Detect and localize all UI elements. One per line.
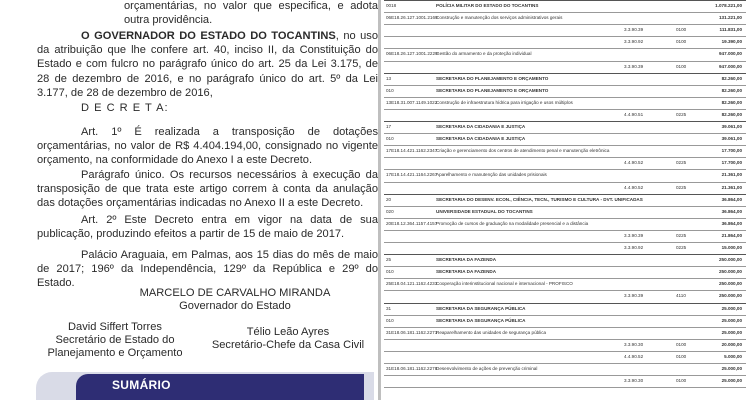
table-row [384, 122, 746, 132]
table-cell-c5: 20.000,00 [721, 341, 742, 347]
table-row [384, 316, 746, 326]
table-cell-c5: 25.000,00 [721, 366, 742, 371]
table-row [384, 25, 746, 35]
table-cell-c0: 31E18.06.181.1162.2271 [386, 329, 438, 335]
table-row [384, 340, 746, 350]
table-cell-c3: 3.3.90.39 [624, 27, 644, 33]
table-cell-c3: 3.3.90.39 [624, 63, 644, 69]
table-cell-c5: 25.000,00 [721, 329, 742, 335]
table-cell-c0: 010 [386, 87, 394, 93]
signer-planning-name: David Siffert Torres [68, 321, 162, 333]
table-cell-c5: 36.864,00 [721, 208, 742, 214]
table-cell-c4: 0100 [676, 63, 687, 69]
table-cell-c1: SECRETARIA DA SEGURANÇA PÚBLICA [436, 317, 526, 323]
signer-governor-role: Governador do Estado [179, 300, 291, 312]
article-1: Art. 1º É realizada a transposição de dotações orçamentárias, no valor de R$ 4.404.194,00, consignado no vigente orçamento, na conformidade do Anexo I a este Decreto. [37, 126, 378, 167]
table-cell-c0: 17E18.14.421.1164.2267 [386, 172, 438, 178]
table-cell-c1: SECRETARIA DA SEGURANÇA PÚBLICA [436, 305, 526, 311]
table-row [384, 37, 746, 47]
governor-paragraph [37, 29, 378, 100]
table-cell-c0: 06E18.26.127.1001.2169 [386, 15, 438, 21]
table-cell-c1: UNIVERSIDADE ESTADUAL DO TOCANTINS [436, 208, 533, 214]
table-cell-c4: 0225 [676, 232, 687, 238]
table-row [384, 255, 746, 265]
table-row [384, 1, 746, 11]
signer-governor-name: MARCELO DE CARVALHO MIRANDA [139, 287, 331, 299]
table-cell-c0: 13 [386, 75, 392, 81]
table-cell-c4: 0100 [676, 341, 687, 347]
table-cell-c5: 36.864,00 [721, 220, 742, 226]
table-cell-c5: 82.260,00 [721, 75, 742, 81]
table-cell-c1: SECRETARIA DO PLANEJAMENTO E ORÇAMENTO [436, 75, 549, 81]
table-cell-c0: 25E18.04.121.1162.4233 [386, 281, 438, 287]
table-cell-c0: 20 [386, 196, 392, 202]
table-cell-c4: 0225 [676, 111, 687, 117]
table-cell-c0: 31E18.06.181.1162.2278 [386, 366, 438, 371]
table-row [384, 328, 746, 338]
table-cell-c5: 1.078.221,00 [715, 3, 742, 8]
table-row [384, 219, 746, 229]
table-cell-c5: 111.831,00 [719, 27, 742, 33]
table-cell-c0: 020 [386, 208, 394, 214]
table-cell-c4: 0100 [676, 353, 687, 359]
table-cell-c3: 4.4.90.52 [624, 353, 644, 359]
signer-civil-house-role: Secretário-Chefe da Casa Civil [211, 339, 365, 351]
table-cell-c0: 010 [386, 317, 394, 323]
table-cell-c5: 39.061,00 [721, 124, 742, 129]
table-cell-c5: 25.000,00 [721, 305, 742, 311]
table-row-separator [384, 387, 746, 388]
table-row [384, 74, 746, 84]
table-cell-c4: 4110 [676, 293, 686, 299]
table-row [384, 231, 746, 241]
table-cell-c1: SECRETARIA DA FAZENDA [436, 257, 497, 263]
table-row [384, 98, 746, 108]
table-row [384, 134, 746, 144]
signer-civil-house-name: Télio Leão Ayres [246, 326, 330, 338]
table-cell-c1: Promoção de cursos de graduação na modalidade presencial e a distância [436, 220, 589, 226]
table-cell-c3: 3.3.90.39 [624, 232, 644, 238]
table-cell-c5: 82.260,00 [721, 99, 742, 105]
table-cell-c4: 0225 [676, 160, 687, 166]
table-cell-c1: Desenvolvimento de ações de prevenção criminal [436, 366, 538, 371]
table-cell-c0: 010 [386, 269, 394, 275]
table-cell-c0: 13E18.31.007.1149.1022 [386, 99, 438, 105]
table-cell-c5: 82.260,00 [721, 111, 742, 117]
table-row [384, 86, 746, 96]
signer-planning-role-1: Secretário de Estado do [55, 334, 175, 346]
table-row [384, 352, 746, 362]
table-cell-c3: 3.3.90.39 [624, 293, 644, 299]
table-cell-c4: 0225 [676, 184, 687, 190]
table-row [384, 62, 746, 72]
table-row [384, 110, 746, 120]
summary-heading: SUMÁRIO [112, 378, 171, 392]
table-cell-c1: Aparelhamento e manutenção das unidades prisionais [436, 172, 547, 178]
table-row [384, 376, 746, 386]
table-cell-c1: SECRETARIA DA CIDADANIA E JUSTIÇA [436, 136, 526, 142]
table-cell-c5: 947.000,00 [719, 51, 742, 57]
table-cell-c5: 82.260,00 [721, 87, 742, 93]
budget-annex-table [378, 0, 750, 400]
table-row [384, 170, 746, 180]
table-cell-c5: 36.864,00 [721, 196, 742, 202]
table-cell-c0: 010 [386, 136, 394, 142]
table-cell-c4: 0100 [676, 378, 687, 384]
table-cell-c5: 21.361,00 [721, 184, 742, 190]
table-cell-c5: 131.221,00 [719, 15, 742, 21]
table-cell-c1: Criação e gerenciamento dos centros de atendimento penal e manutenção eletrônica [436, 148, 610, 154]
table-row [384, 146, 746, 156]
table-row [384, 207, 746, 217]
table-cell-c0: 06E18.26.127.1001.2229 [386, 51, 438, 57]
sole-paragraph: Parágrafo único. Os recursos necessários à execução da transposição de que trata este artigo correm à conta da anulação das dotações orçamentárias indicadas no Anexo II a este Decreto. [37, 169, 378, 210]
table-row [384, 195, 746, 205]
table-cell-c3: 3.3.90.92 [624, 245, 644, 250]
table-cell-c5: 250.000,00 [719, 257, 742, 263]
table-row [384, 304, 746, 314]
table-row [384, 13, 746, 23]
table-cell-c0: 17E18.14.421.1162.2347 [386, 148, 438, 154]
table-cell-c1: SECRETARIA DA CIDADANIA E JUSTIÇA [436, 124, 526, 129]
table-cell-c1: Reaparelhamento das unidades de segurança pública [436, 329, 547, 335]
table-cell-c1: Construção de infraestrutura hídrica para irrigação e usos múltiplos [436, 99, 573, 105]
table-cell-c5: 250.000,00 [719, 281, 742, 287]
table-cell-c0: 17 [386, 124, 392, 129]
table-cell-c4: 0100 [676, 27, 687, 33]
signer-planning-role-2: Planejamento e Orçamento [47, 347, 183, 359]
governor-title: O GOVERNADOR DO ESTADO DO TOCANTINS [81, 30, 336, 42]
table-cell-c4: 0100 [676, 39, 687, 45]
table-cell-c5: 21.864,00 [721, 232, 742, 238]
article-2: Art. 2º Este Decreto entra em vigor na data de sua publicação, produzindo efeitos a partir de 15 de maio de 2017. [37, 214, 378, 241]
table-cell-c5: 21.361,00 [721, 172, 742, 178]
table-row [384, 49, 746, 59]
page-fold-shadow [378, 0, 381, 400]
table-cell-c1: POLÍCIA MILITAR DO ESTADO DO TOCANTINS [436, 3, 539, 8]
table-cell-c1: SECRETARIA DA FAZENDA [436, 269, 497, 275]
table-cell-c0: 25 [386, 257, 392, 263]
table-cell-c0: 31 [386, 305, 392, 311]
intro-paragraph: orçamentárias, no valor que especifica, e adota outra providência. [124, 0, 378, 27]
table-row [384, 279, 746, 289]
table-cell-c3: 4.4.90.52 [624, 184, 644, 190]
table-cell-c3: 3.3.90.30 [624, 378, 644, 384]
table-cell-c1: SECRETARIA DO PLANEJAMENTO E ORÇAMENTO [436, 87, 549, 93]
table-cell-c5: 250.000,00 [719, 269, 742, 275]
governor-attribution: , no uso da atribuição que lhe confere art. 40, inciso II, da Constituição do Estado e com fulcro no parágrafo único do art. 25 da Lei 3.175, de 28 de dezembro de 2016, e no parágrafo único do art. 5º da Lei 3.177, de 28 de dezembro de 2016, [37, 30, 378, 99]
table-row [384, 291, 746, 301]
table-cell-c5: 39.061,00 [721, 136, 742, 142]
table-cell-c1: SECRETARIA DO DESENV. ECON., CIÊNCIA, TECN., TURISMO E CULTURA - DVT. UNIFICADAS [436, 196, 643, 202]
table-row [384, 243, 746, 253]
decreta-heading: D E C R E T A: [81, 102, 169, 114]
table-cell-c3: 4.4.90.52 [624, 160, 644, 166]
table-cell-c1: Cooperação interinstitucional nacional e internacional - PROFISCO [436, 281, 573, 287]
table-cell-c5: 25.000,00 [721, 317, 742, 323]
table-cell-c5: 25.000,00 [721, 378, 742, 384]
table-cell-c5: 5.000,00 [724, 353, 742, 359]
table-cell-c5: 15.000,00 [721, 245, 742, 250]
table-cell-c0: 0018 [386, 3, 397, 8]
palace-dateline: Palácio Araguaia, em Palmas, aos 15 dias do mês de maio de 2017; 196º da Independência, 129º da República e 29º do Estado. [37, 249, 378, 290]
table-cell-c3: 3.3.90.92 [624, 39, 644, 45]
table-cell-c4: 0225 [676, 245, 687, 250]
table-cell-c5: 17.700,00 [721, 148, 742, 154]
table-row [384, 267, 746, 277]
table-cell-c3: 4.4.90.51 [624, 111, 644, 117]
table-cell-c1: Gestão do armamento e da proteção individual [436, 51, 532, 57]
table-row [384, 183, 746, 193]
table-cell-c0: 20E18.12.364.1157.4157 [386, 220, 438, 226]
table-cell-c5: 947.000,00 [719, 63, 742, 69]
table-cell-c3: 3.3.90.30 [624, 341, 644, 347]
table-cell-c5: 19.390,00 [721, 39, 742, 45]
table-row [384, 158, 746, 168]
table-row [384, 364, 746, 374]
table-cell-c5: 250.000,00 [719, 293, 742, 299]
annex-table-body [384, 0, 746, 400]
table-cell-c1: Construção e manutenção dos serviços administrativos gerais [436, 15, 563, 21]
table-cell-c5: 17.700,00 [721, 160, 742, 166]
